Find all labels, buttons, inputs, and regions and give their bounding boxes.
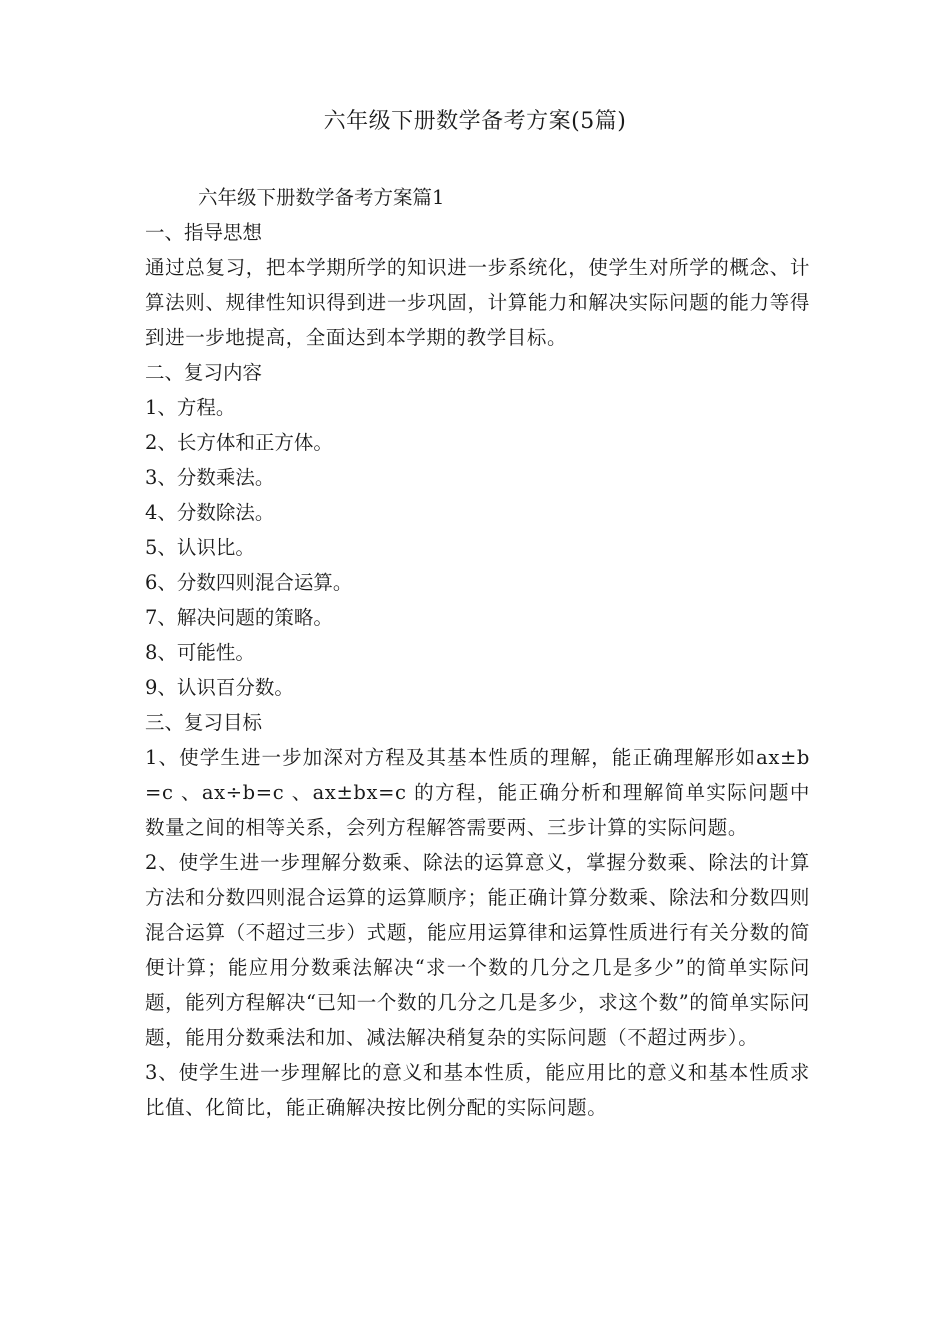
list-item: 4、分数除法。 [145, 501, 275, 524]
paragraph-goal-2: 2、使学生进一步理解分数乘、除法的运算意义，掌握分数乘、除法的计算方法和分数四则混合运算的运算顺序；能正确计算分数乘、除法和分数四则混合运算（不超过三步）式题，能应用运算律和运算性质进行有关分数的简便计算；能应用分数乘法解决“求一个数的几分之几是多少”的简单实际问题，能列方程解决“已知一个数的几分之几是多少，求这个数”的简单实际问题，能用分数乘法和加、减法解决稍复杂的实际问题（不超过两步）。 [145, 851, 810, 1049]
document-body [145, 180, 810, 1125]
list-item: 6、分数四则混合运算。 [145, 571, 353, 594]
list-item: 1、方程。 [145, 396, 236, 419]
list-item: 9、认识百分数。 [145, 676, 294, 699]
paragraph-goal-1: 1、使学生进一步加深对方程及其基本性质的理解，能正确理解形如ax±b=c 、ax÷b=c 、ax±bx=c 的方程，能正确分析和理解简单实际问题中数量之间的相等关系，会列方程解答需要两、三步计算的实际问题。 [145, 746, 810, 839]
list-item: 2、长方体和正方体。 [145, 431, 333, 454]
list-item: 7、解决问题的策略。 [145, 606, 333, 629]
list-item: 8、可能性。 [145, 641, 255, 664]
list-item: 3、分数乘法。 [145, 466, 275, 489]
heading-review-content: 二、复习内容 [145, 361, 263, 384]
paragraph-guiding-idea: 通过总复习，把本学期所学的知识进一步系统化，使学生对所学的概念、计算法则、规律性知识得到进一步巩固，计算能力和解决实际问题的能力等得到进一步地提高，全面达到本学期的教学目标。 [145, 256, 810, 349]
heading-review-goals: 三、复习目标 [145, 711, 263, 734]
list-item: 5、认识比。 [145, 536, 255, 559]
section-subtitle: 六年级下册数学备考方案篇1 [198, 186, 445, 209]
paragraph-goal-3: 3、使学生进一步理解比的意义和基本性质，能应用比的意义和基本性质求比值、化简比，能正确解决按比例分配的实际问题。 [145, 1061, 810, 1119]
document-title: 六年级下册数学备考方案(5篇) [323, 109, 627, 134]
heading-guiding-idea: 一、指导思想 [145, 221, 263, 244]
